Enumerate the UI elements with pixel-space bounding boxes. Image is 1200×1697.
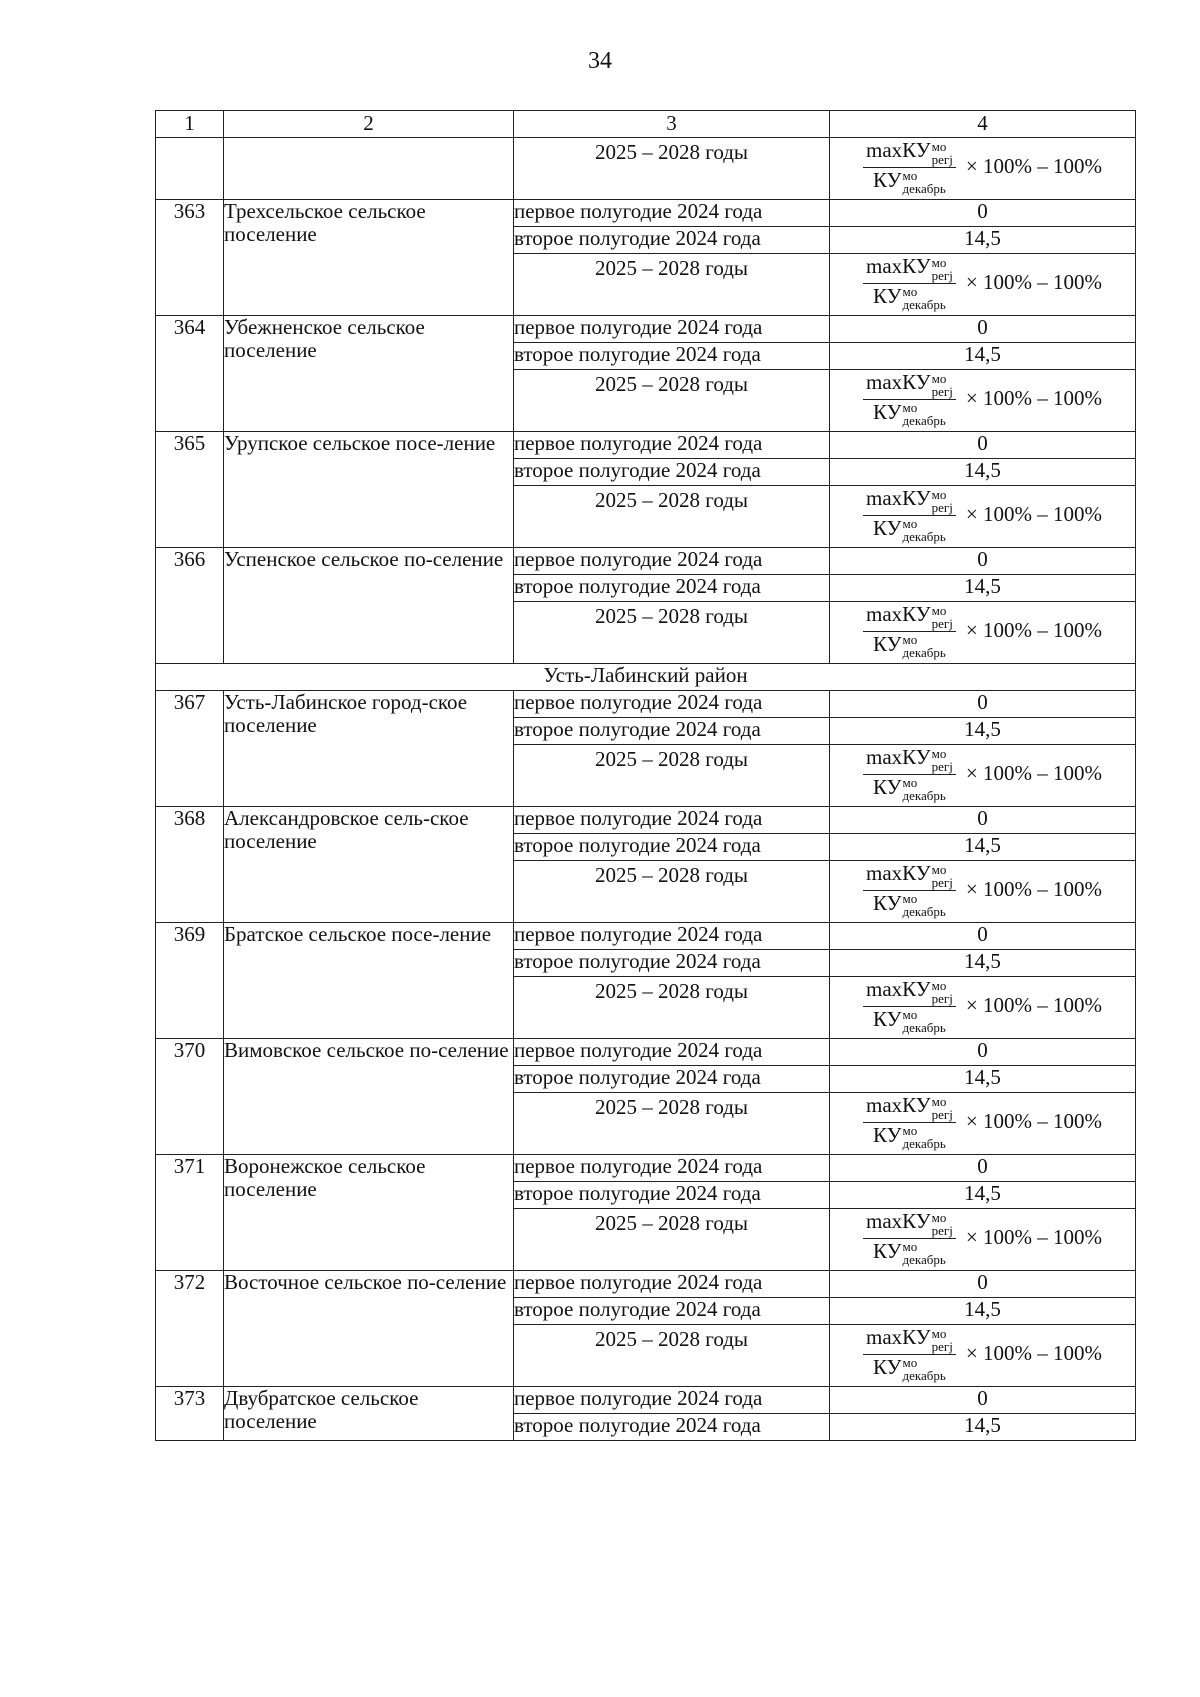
settlement-name: Убежненское сельское поселение — [224, 316, 514, 432]
settlements-table — [155, 110, 1136, 1441]
district-row — [156, 664, 1136, 691]
settlement-name: Двубратское сельское поселение — [224, 1387, 514, 1441]
formula-denominator: КУ мо декабрь — [873, 1354, 946, 1383]
value-second-half: 14,5 — [830, 718, 1136, 745]
settlement-number: 363 — [156, 200, 224, 316]
table-row — [156, 807, 1136, 834]
settlement-number: 369 — [156, 923, 224, 1039]
formula-tail: × 100% – 100% — [965, 618, 1102, 643]
settlement-name: Александровское сель-ское поселение — [224, 807, 514, 923]
formula-numerator: maxКУ мо регj — [863, 862, 956, 890]
value-second-half: 14,5 — [830, 575, 1136, 602]
continuation-name-cell — [224, 138, 514, 200]
formula — [830, 1325, 1135, 1383]
period-first-half: первое полугодие 2024 года — [514, 923, 830, 950]
formula-denominator: КУ мо декабрь — [873, 890, 946, 919]
formula-tail: × 100% – 100% — [965, 1341, 1102, 1366]
formula — [830, 486, 1135, 544]
formula-numerator: maxКУ мо регj — [863, 1210, 956, 1238]
formula-numerator: maxКУ мо регj — [863, 978, 956, 1006]
settlement-number: 370 — [156, 1039, 224, 1155]
continuation-num-cell — [156, 138, 224, 200]
period-first-half: первое полугодие 2024 года — [514, 200, 830, 227]
settlement-number: 368 — [156, 807, 224, 923]
formula-cell — [830, 1209, 1136, 1271]
period-first-half: первое полугодие 2024 года — [514, 548, 830, 575]
settlement-number: 371 — [156, 1155, 224, 1271]
value-first-half: 0 — [830, 1271, 1136, 1298]
value-first-half: 0 — [830, 316, 1136, 343]
period-second-half: второе полугодие 2024 года — [514, 227, 830, 254]
settlement-name: Усть-Лабинское город-ское поселение — [224, 691, 514, 807]
formula-numerator: maxКУ мо регj — [863, 255, 956, 283]
period-years: 2025 – 2028 годы — [514, 1325, 830, 1387]
period-first-half: первое полугодие 2024 года — [514, 432, 830, 459]
formula-fraction — [863, 862, 956, 917]
period-years: 2025 – 2028 годы — [514, 1093, 830, 1155]
formula-fraction — [863, 603, 956, 658]
formula-cell — [830, 254, 1136, 316]
settlement-number: 367 — [156, 691, 224, 807]
settlement-name: Воронежское сельское поселение — [224, 1155, 514, 1271]
formula-fraction — [863, 1326, 956, 1381]
formula-cell — [830, 861, 1136, 923]
formula-tail: × 100% – 100% — [965, 993, 1102, 1018]
formula-cell — [830, 977, 1136, 1039]
formula-fraction — [863, 371, 956, 426]
formula-numerator: maxКУ мо регj — [863, 371, 956, 399]
formula-tail: × 100% – 100% — [965, 270, 1102, 295]
formula-numerator: maxКУ мо регj — [863, 603, 956, 631]
period-first-half: первое полугодие 2024 года — [514, 1039, 830, 1066]
formula-denominator: КУ мо декабрь — [873, 774, 946, 803]
period-second-half: второе полугодие 2024 года — [514, 1414, 830, 1441]
formula — [830, 254, 1135, 312]
formula-denominator: КУ мо декабрь — [873, 399, 946, 428]
formula-fraction — [863, 978, 956, 1033]
header-col-4: 4 — [830, 111, 1136, 138]
formula-cell — [830, 138, 1136, 200]
settlement-name: Вимовское сельское по-селение — [224, 1039, 514, 1155]
header-col-2: 2 — [224, 111, 514, 138]
period-years: 2025 – 2028 годы — [514, 745, 830, 807]
page-number: 34 — [588, 48, 612, 74]
table-row — [156, 1271, 1136, 1298]
formula-fraction — [863, 746, 956, 801]
formula — [830, 1093, 1135, 1151]
formula-tail: × 100% – 100% — [965, 502, 1102, 527]
table-row — [156, 691, 1136, 718]
period-years: 2025 – 2028 годы — [514, 254, 830, 316]
district-heading: Усть-Лабинский район — [156, 664, 1136, 691]
period-years: 2025 – 2028 годы — [514, 486, 830, 548]
period-second-half: второе полугодие 2024 года — [514, 834, 830, 861]
header-col-3: 3 — [514, 111, 830, 138]
formula — [830, 1209, 1135, 1267]
formula-fraction — [863, 139, 956, 194]
formula-cell — [830, 602, 1136, 664]
formula-denominator: КУ мо декабрь — [873, 283, 946, 312]
formula-tail: × 100% – 100% — [965, 386, 1102, 411]
table-row — [156, 432, 1136, 459]
period-second-half: второе полугодие 2024 года — [514, 1298, 830, 1325]
value-second-half: 14,5 — [830, 1298, 1136, 1325]
period-years: 2025 – 2028 годы — [514, 861, 830, 923]
value-second-half: 14,5 — [830, 1182, 1136, 1209]
period-first-half: первое полугодие 2024 года — [514, 691, 830, 718]
value-second-half: 14,5 — [830, 1414, 1136, 1441]
period-years: 2025 – 2028 годы — [514, 977, 830, 1039]
formula-denominator: КУ мо декабрь — [873, 1122, 946, 1151]
formula — [830, 977, 1135, 1035]
value-first-half: 0 — [830, 548, 1136, 575]
settlement-number: 372 — [156, 1271, 224, 1387]
value-second-half: 14,5 — [830, 459, 1136, 486]
period-second-half: второе полугодие 2024 года — [514, 950, 830, 977]
period-years: 2025 – 2028 годы — [514, 602, 830, 664]
formula-tail: × 100% – 100% — [965, 154, 1102, 179]
value-second-half: 14,5 — [830, 834, 1136, 861]
period-second-half: второе полугодие 2024 года — [514, 1182, 830, 1209]
period-first-half: первое полугодие 2024 года — [514, 807, 830, 834]
table-row — [156, 1039, 1136, 1066]
table-row — [156, 548, 1136, 575]
formula-denominator: КУ мо декабрь — [873, 1006, 946, 1035]
settlement-name: Восточное сельское по-селение — [224, 1271, 514, 1387]
formula-cell — [830, 370, 1136, 432]
settlement-name: Трехсельское сельское поселение — [224, 200, 514, 316]
formula-fraction — [863, 1094, 956, 1149]
formula-cell — [830, 745, 1136, 807]
formula — [830, 138, 1135, 196]
period-years: 2025 – 2028 годы — [514, 1209, 830, 1271]
formula-tail: × 100% – 100% — [965, 761, 1102, 786]
table-row — [156, 200, 1136, 227]
formula-cell — [830, 1093, 1136, 1155]
settlement-number: 373 — [156, 1387, 224, 1441]
period-years: 2025 – 2028 годы — [514, 138, 830, 200]
period-years: 2025 – 2028 годы — [514, 370, 830, 432]
period-second-half: второе полугодие 2024 года — [514, 718, 830, 745]
settlement-name: Братское сельское посе-ление — [224, 923, 514, 1039]
settlement-name: Успенское сельское по-селение — [224, 548, 514, 664]
period-first-half: первое полугодие 2024 года — [514, 1155, 830, 1182]
table-row — [156, 923, 1136, 950]
formula-fraction — [863, 255, 956, 310]
continuation-row — [156, 138, 1136, 200]
period-first-half: первое полугодие 2024 года — [514, 1271, 830, 1298]
formula-cell — [830, 486, 1136, 548]
value-first-half: 0 — [830, 691, 1136, 718]
settlement-number: 366 — [156, 548, 224, 664]
value-first-half: 0 — [830, 1155, 1136, 1182]
period-second-half: второе полугодие 2024 года — [514, 1066, 830, 1093]
value-first-half: 0 — [830, 1387, 1136, 1414]
value-second-half: 14,5 — [830, 1066, 1136, 1093]
value-first-half: 0 — [830, 923, 1136, 950]
settlement-name: Урупское сельское посе-ление — [224, 432, 514, 548]
formula-denominator: КУ мо декабрь — [873, 1238, 946, 1267]
value-second-half: 14,5 — [830, 227, 1136, 254]
formula-tail: × 100% – 100% — [965, 1225, 1102, 1250]
table-row — [156, 1155, 1136, 1182]
value-second-half: 14,5 — [830, 343, 1136, 370]
formula — [830, 745, 1135, 803]
period-second-half: второе полугодие 2024 года — [514, 459, 830, 486]
formula-tail: × 100% – 100% — [965, 877, 1102, 902]
formula-cell — [830, 1325, 1136, 1387]
value-second-half: 14,5 — [830, 950, 1136, 977]
formula-numerator: maxКУ мо регj — [863, 1326, 956, 1354]
formula-numerator: maxКУ мо регj — [863, 1094, 956, 1122]
formula — [830, 861, 1135, 919]
settlement-number: 365 — [156, 432, 224, 548]
formula — [830, 602, 1135, 660]
formula-tail: × 100% – 100% — [965, 1109, 1102, 1134]
value-first-half: 0 — [830, 432, 1136, 459]
table-row — [156, 1387, 1136, 1414]
formula-denominator: КУ мо декабрь — [873, 515, 946, 544]
header-row — [156, 111, 1136, 138]
formula-denominator: КУ мо декабрь — [873, 167, 946, 196]
formula-fraction — [863, 487, 956, 542]
formula-numerator: maxКУ мо регj — [863, 746, 956, 774]
header-col-1: 1 — [156, 111, 224, 138]
value-first-half: 0 — [830, 200, 1136, 227]
formula-numerator: maxКУ мо регj — [863, 487, 956, 515]
table-row — [156, 316, 1136, 343]
value-first-half: 0 — [830, 807, 1136, 834]
period-first-half: первое полугодие 2024 года — [514, 1387, 830, 1414]
value-first-half: 0 — [830, 1039, 1136, 1066]
period-second-half: второе полугодие 2024 года — [514, 575, 830, 602]
formula — [830, 370, 1135, 428]
period-first-half: первое полугодие 2024 года — [514, 316, 830, 343]
settlement-number: 364 — [156, 316, 224, 432]
period-second-half: второе полугодие 2024 года — [514, 343, 830, 370]
formula-numerator: maxКУ мо регj — [863, 139, 956, 167]
formula-fraction — [863, 1210, 956, 1265]
formula-denominator: КУ мо декабрь — [873, 631, 946, 660]
